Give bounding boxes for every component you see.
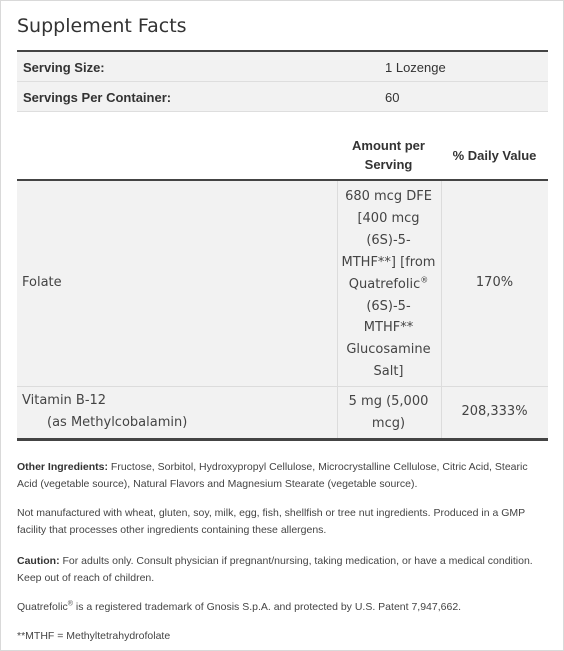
other-ingredients: Other Ingredients: Fructose, Sorbitol, Hydroxypropyl Cellulose, Microcrystalline Cellulose, Citric Acid, Stearic Acid (vegetable source), Natural Flavors and Magnesium Stearate (vegetable source). xyxy=(17,461,528,490)
serving-size-label: Serving Size: xyxy=(23,60,105,75)
table-bottom-rule xyxy=(17,438,548,441)
daily-value-header: % Daily Value xyxy=(452,148,537,163)
allergen-statement: Not manufactured with wheat, gluten, soy, milk, egg, fish, shellfish or tree nut ingredients. Produced in a GMP facility that processes other ingredients containing these allergens. xyxy=(17,507,525,536)
registered-mark: ® xyxy=(67,600,73,608)
mthf-footnote: **MTHF = Methyltetrahydrofolate xyxy=(17,630,171,642)
caution-statement: Caution: For adults only. Consult physician if pregnant/nursing, taking medication, or have a medical condition. Keep out of reach of children. xyxy=(17,555,533,584)
amount-per-serving-header: Amount per Serving xyxy=(352,138,425,172)
nutrient-amount: 680 mcg DFE [400 mcg (6S)-5- MTHF**] [from Quatrefolic® (6S)-5- MTHF** Glucosamine Salt] xyxy=(341,189,436,380)
nutrient-amount: 5 mg (5,000 mcg) xyxy=(348,394,429,431)
trademark-statement: Quatrefolic® is a registered trademark of Gnosis S.p.A. and protected by U.S. Patent 7,947,662. xyxy=(17,600,462,613)
nutrient-subname: (as Methylcobalamin) xyxy=(47,415,188,430)
servings-per-container-row xyxy=(17,82,548,112)
nutrient-name: Vitamin B-12 xyxy=(22,393,107,408)
panel-title: Supplement Facts xyxy=(17,15,187,37)
registered-mark: ® xyxy=(420,275,429,285)
servings-per-container-value: 60 xyxy=(385,90,400,105)
servings-per-container-label: Servings Per Container: xyxy=(23,90,172,105)
serving-size-value: 1 Lozenge xyxy=(385,60,446,75)
nutrient-daily-value: 170% xyxy=(475,275,514,290)
nutrient-daily-value: 208,333% xyxy=(461,404,528,419)
serving-size-row xyxy=(17,52,548,82)
nutrient-name: Folate xyxy=(22,275,62,290)
